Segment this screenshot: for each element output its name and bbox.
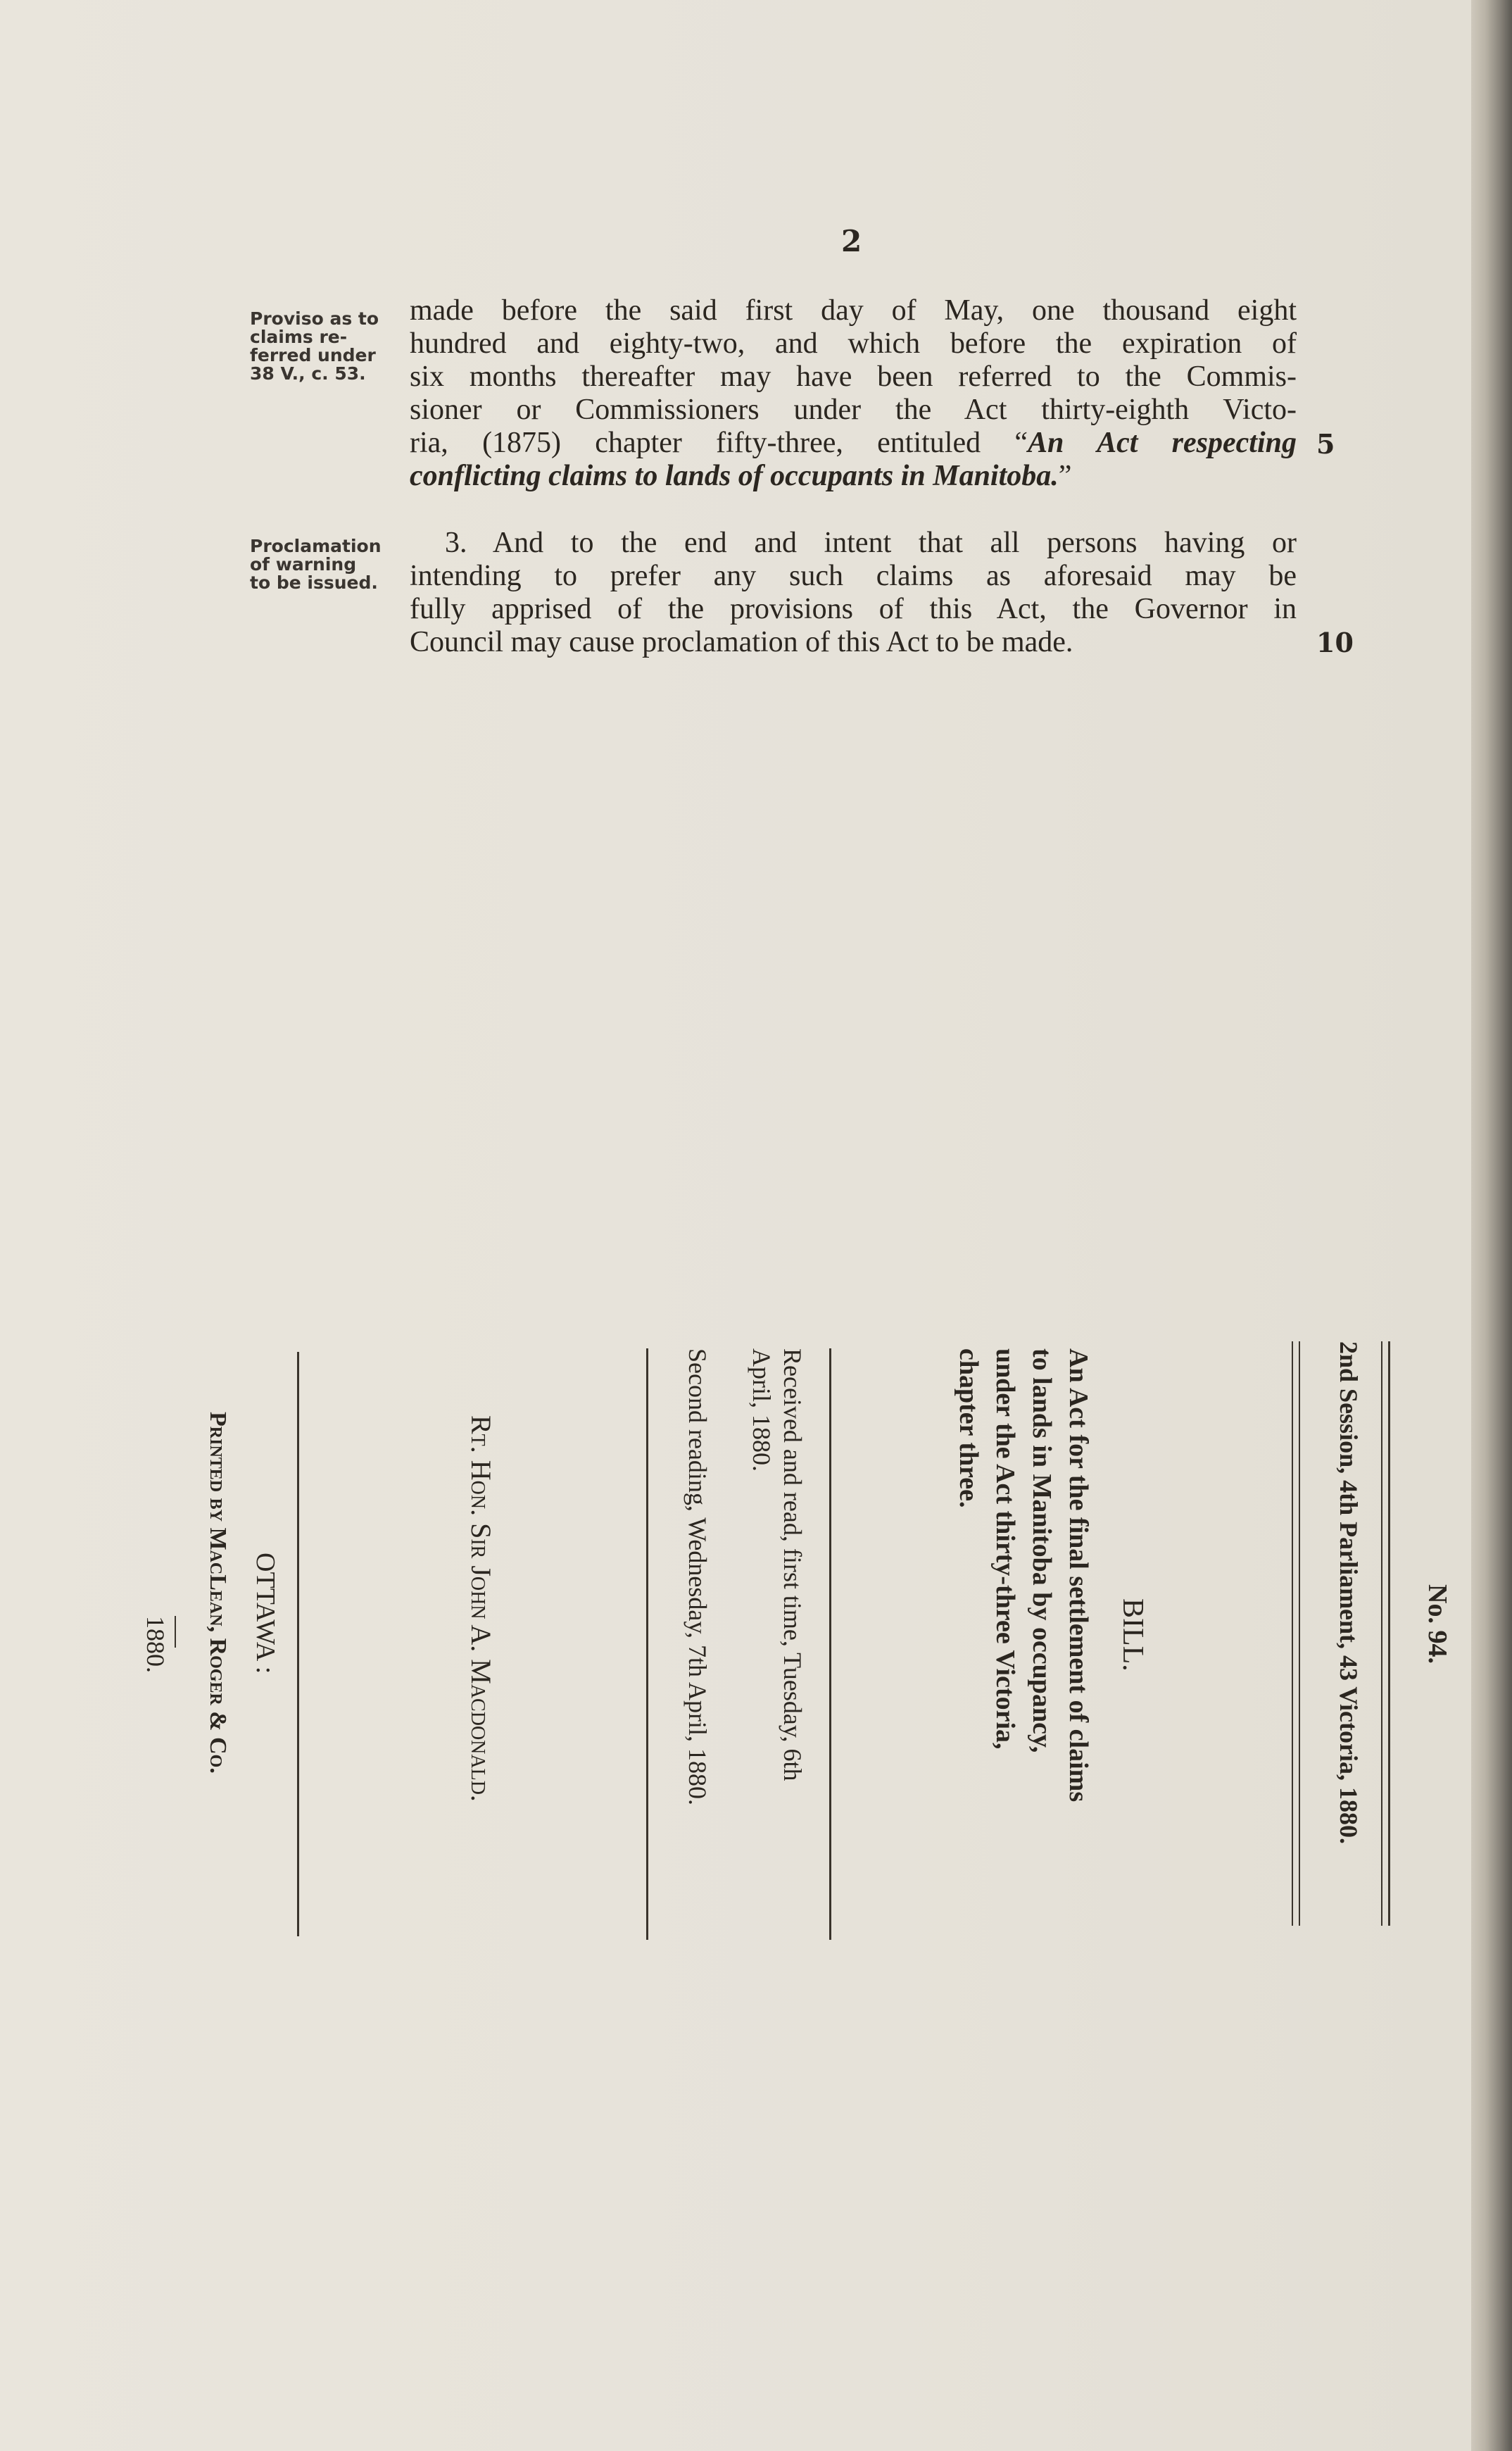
bill-number: No. 94.	[1423, 1584, 1452, 1664]
rule-line	[1381, 1341, 1382, 1926]
margin-note-line: to be issued.	[250, 572, 378, 593]
print-year: 1880.	[141, 1616, 170, 1673]
text-line: sioner or Commissioners under the Act thirty-eighth Victo-	[410, 394, 1297, 426]
margin-note-line: ferred under	[250, 345, 376, 365]
margin-note-proclamation	[250, 537, 382, 592]
text-line: six months thereafter may have been referred to the Commis-	[410, 361, 1297, 393]
reading-second: Second reading, Wednesday, 7th April, 1880.	[683, 1348, 712, 1805]
bill-title-line: under the Act thirty-three Victoria,	[990, 1348, 1020, 1750]
text-line: made before the said first day of May, one thousand eight	[410, 294, 1297, 327]
act-title-italic: conflicting claims to lands of occupants in Manitoba.	[410, 460, 1059, 492]
rule-line	[646, 1348, 648, 1940]
text-line	[410, 460, 1297, 493]
rule-line	[297, 1352, 299, 1936]
text-line: fully apprised of the provisions of this Act, the Governor in	[410, 593, 1297, 625]
reading-first	[746, 1348, 808, 1781]
text-line: 3. And to the end and intent that all persons having or	[445, 527, 1297, 559]
text-line: hundred and eighty-two, and which before the expiration of	[410, 327, 1297, 360]
book-spine	[1471, 0, 1512, 2451]
margin-note-line: 38 V., c. 53.	[250, 363, 366, 384]
margin-note-line: Proclamation	[250, 536, 382, 556]
margin-note-line: of warning	[250, 554, 357, 575]
reading-first-line: Received and read, first time, Tuesday, 6th	[779, 1348, 807, 1781]
line-number-5: 5	[1316, 428, 1335, 460]
text-line: Council may cause proclamation of this Act to be made.	[410, 626, 1073, 658]
bill-title-line: An Act for the final settlement of claims	[1064, 1348, 1093, 1803]
rule-line	[1292, 1341, 1293, 1926]
paragraph-proclamation	[410, 527, 1297, 659]
rule-line	[829, 1348, 831, 1940]
margin-note-line: Proviso as to	[250, 308, 379, 329]
margin-note-line: claims re-	[250, 327, 348, 347]
bill-label: BILL.	[1116, 1598, 1149, 1672]
paragraph-proviso	[410, 294, 1297, 493]
sponsor: Rt. Hon. Sir John A. Macdonald.	[465, 1415, 497, 1802]
bill-title-line: to lands in Manitoba by occupancy,	[1027, 1348, 1057, 1753]
rule-line	[1299, 1341, 1300, 1926]
margin-note-proviso	[250, 310, 379, 383]
reading-first-line: April, 1880.	[748, 1348, 776, 1472]
place: OTTAWA :	[251, 1553, 280, 1674]
rule-line	[175, 1616, 176, 1648]
text-line	[410, 427, 1297, 460]
closing-quote: ”	[1058, 460, 1072, 492]
bill-title	[950, 1348, 1097, 1802]
printer: Printed by MacLean, Roger & Co.	[205, 1412, 231, 1774]
line-number-10: 10	[1316, 627, 1354, 658]
page-number: 2	[841, 224, 862, 258]
text-line: intending to prefer any such claims as aforesaid may be	[410, 560, 1297, 592]
act-title-italic: An Act respecting	[1028, 427, 1297, 459]
rule-line	[1388, 1341, 1390, 1926]
text-fragment: ria, (1875) chapter fifty-three, entituled “	[410, 427, 1028, 459]
bill-title-line: chapter three.	[954, 1348, 983, 1508]
session-line: 2nd Session, 4th Parliament, 43 Victoria, 1880.	[1335, 1341, 1363, 1845]
